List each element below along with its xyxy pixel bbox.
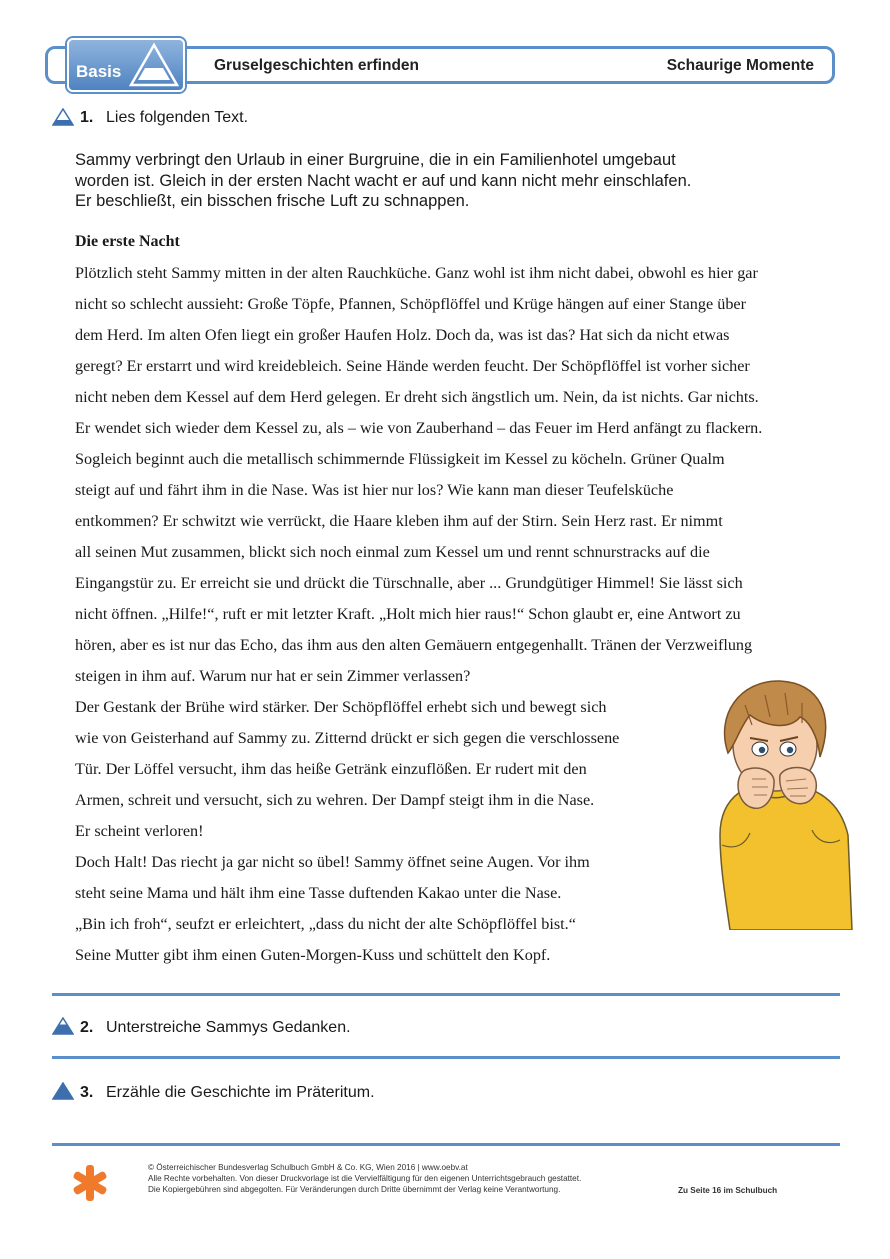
section-divider [52,1143,840,1146]
story-line: steht seine Mama und hält ihm eine Tasse duftenden Kakao unter die Nase. [75,884,562,902]
story-line: nicht neben dem Kessel auf dem Herd gelegen. Er dreht sich ängstlich um. Nein, da ist nichts. Gar nichts. [75,388,759,406]
story-line: Tür. Der Löffel versucht, ihm das heiße Getränk einzuflößen. Er rudert mit den [75,760,587,778]
intro-line: worden ist. Gleich in der ersten Nacht wacht er auf und kann nicht mehr einschlafen. [75,171,692,190]
story-line: Armen, schreit und versucht, sich zu wehren. Der Dampf steigt ihm in die Nase. [75,791,595,809]
story-line: „Bin ich froh“, seufzt er erleichtert, „dass du nicht der alte Schöpflöffel bist.“ [75,915,576,933]
publisher-logo-icon [70,1163,110,1203]
story-line: dem Herd. Im alten Ofen liegt ein großer Haufen Holz. Doch da, was ist das? Hat sich da nicht etwas [75,326,730,344]
level-badge-label: Basis [76,62,122,81]
intro-line: Sammy verbringt den Urlaub in einer Burgruine, die in ein Familienhotel umgebaut [75,151,676,169]
story-line: Plötzlich steht Sammy mitten in der alten Rauchküche. Ganz wohl ist ihm nicht dabei, obwohl es hier gar [75,264,758,282]
footer-line: Alle Rechte vorbehalten. Von dieser Druckvorlage ist die Vervielfältigung für den eigenen Unterrichtsgebrauch gestattet. [148,1173,582,1183]
story-line: Er wendet sich wieder dem Kessel zu, als – wie von Zauberhand – das Feuer im Herd anfängt zu flackern. [75,419,763,437]
section-divider [52,1056,840,1059]
story-line: entkommen? Er schwitzt wie verrückt, die Haare kleben ihm auf der Stirn. Sein Herz rast. Er nimmt [75,512,723,530]
scared-boy-illustration [690,675,855,930]
pyramid-level-icon [128,42,180,88]
story-line: geregt? Er erstarrt und wird kreidebleich. Seine Hände werden feucht. Der Schöpflöffel ist vorher sicher [75,357,750,375]
story-line: Doch Halt! Das riecht ja gar nicht so übel! Sammy öffnet seine Augen. Vor ihm [75,853,590,871]
story-line: Er scheint verloren! [75,822,204,840]
story-line: Seine Mutter gibt ihm einen Guten-Morgen-Kuss und schüttelt den Kopf. [75,946,551,964]
footer-line: © Österreichischer Bundesverlag Schulbuch GmbH & Co. KG, Wien 2016 | www.oebv.at [148,1163,468,1172]
task-number: 1. [80,109,94,126]
task-number: 3. [80,1084,94,1101]
task-number: 2. [80,1019,94,1036]
copyright-notice [148,1163,581,1195]
worksheet-title: Gruselgeschichten erfinden [214,57,419,74]
story-title: Die erste Nacht [75,233,180,250]
story-line: nicht so schlecht aussieht: Große Töpfe, Pfannen, Schöpflöffel und Krüge hängen auf einer Stange über [75,295,746,313]
schoolbook-reference: Zu Seite 16 im Schulbuch [678,1186,778,1195]
story-line: all seinen Mut zusammen, blickt sich noch einmal zum Kessel um und rennt schnurstracks auf die [75,543,710,561]
story-line: nicht öffnen. „Hilfe!“, ruft er mit letzter Kraft. „Holt mich hier raus!“ Schon glaubt er, eine Antwort zu [75,605,741,623]
intro-paragraph [75,150,795,212]
section-divider [52,993,840,996]
story-line: hören, aber es ist nur das Echo, das ihm aus den alten Gemäuern entgegenhallt. Tränen der Verzweiflung [75,636,753,654]
story-line: wie von Geisterhand auf Sammy zu. Zitternd drückt er sich gegen die verschlossene [75,729,620,747]
pyramid-level-icon [52,1082,74,1100]
pyramid-level-icon [52,1017,74,1035]
story-line: Der Gestank der Brühe wird stärker. Der Schöpflöffel erhebt sich und bewegt sich [75,698,607,716]
task-text: Lies folgenden Text. [106,109,249,126]
story-line: steigen in ihm auf. Warum nur hat er sein Zimmer verlassen? [75,667,471,685]
task-text: Unterstreiche Sammys Gedanken. [106,1019,351,1036]
story-line: Eingangstür zu. Er erreicht sie und drückt die Türschnalle, aber ... Grundgütiger Himmel! Sie lässt sich [75,574,743,592]
intro-line: Er beschließt, ein bisschen frische Luft zu schnappen. [75,192,470,210]
pyramid-level-icon [52,108,74,126]
task-text: Erzähle die Geschichte im Präteritum. [106,1084,375,1101]
section-title: Schaurige Momente [666,57,814,74]
story-line: Sogleich beginnt auch die metallisch schimmernde Flüssigkeit im Kessel zu köcheln. Grüner Qualm [75,450,725,468]
story-line: steigt auf und fährt ihm in die Nase. Was ist hier nur los? Wie kann man dieser Teufelsküche [75,481,674,499]
footer-line: Die Kopiergebühren sind abgegolten. Für Veränderungen durch Dritte übernimmt der Verlag keine Verantwortung. [148,1184,561,1194]
